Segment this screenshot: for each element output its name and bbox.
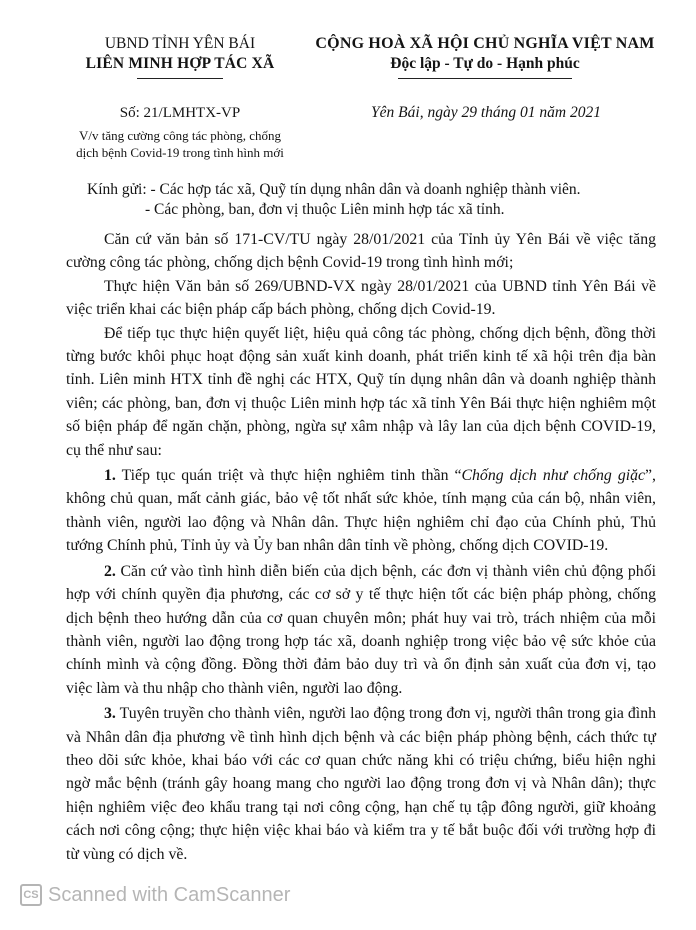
subject-line-1: V/v tăng cường công tác phòng, chống xyxy=(78,128,281,143)
item-1-text-b: ”, không chủ quan, mất cảnh giác, bảo vệ tốt nhất sức khỏe, tính mạng của cán bộ, nhân viên, thành viên, người lao động và Nhân dân. Thực hiện nghiêm chỉ đạo của Chính phủ, Thủ tướng Chính phủ, Tỉnh ủy và Ủy ban nhân dân tỉnh về phòng, chống dịch COVID-19. xyxy=(66,467,656,555)
subject-line-2: dịch bệnh Covid-19 trong tình hình mới xyxy=(76,144,284,160)
body-paragraph-3: Để tiếp tục thực hiện quyết liệt, hiệu quả công tác phòng, chống dịch bệnh, đồng thời từng bước khôi phục hoạt động sản xuất kinh doanh, phát triển kinh tế xã hội trên địa bàn tỉnh. Liên minh HTX tỉnh đề nghị các HTX, Quỹ tín dụng nhân dân và doanh nghiệp thành viên; các phòng, ban, đơn vị thuộc Liên minh hợp tác xã tỉnh Yên Bái thực hiện nghiêm một số biện pháp để ngăn chặn, phòng, ngừa sự xâm nhập và lây lan của dịch bệnh COVID-19, cụ thể như sau: xyxy=(66,324,656,459)
issuing-agency: LIÊN MINH HỢP TÁC XÃ xyxy=(85,55,275,72)
national-motto: Độc lập - Tự do - Hạnh phúc xyxy=(390,55,580,72)
item-3-number: 3. xyxy=(104,705,116,723)
document-subject xyxy=(40,128,320,161)
camscanner-logo-icon: CS xyxy=(20,884,42,906)
item-1-text-a: Tiếp tục quán triệt và thực hiện nghiêm tinh thần “ xyxy=(115,467,462,485)
body-paragraph-2: Thực hiện Văn bản số 269/UBND-VX ngày 28/01/2021 của UBND tỉnh Yên Bái về việc triển khai các biện pháp cấp bách phòng, chống dịch Covid-19. xyxy=(66,277,656,319)
document-body xyxy=(66,228,656,866)
agency-underline xyxy=(137,78,223,79)
item-2 xyxy=(66,560,656,700)
item-1-quote: Chống dịch như chống giặc xyxy=(461,467,646,485)
item-2-text: Căn cứ vào tình hình diễn biến của dịch bệnh, các đơn vị thành viên chủ động phối hợp với chính quyền địa phương, các cơ sở y tế thực hiện tốt các biện pháp phòng, chống dịch bệnh theo hướng dẫn của cơ quan chuyên môn; phát huy vai trò, trách nhiệm của mỗi thành viên, người lao động trong hợp tác xã, doanh nghiệp trong việc bảo vệ sức khỏe của chính mình và cộng đồng. Đồng thời đảm bảo duy trì và ổn định sản xuất của đơn vị, tạo việc làm và thu nhập cho thành viên, người lao động. xyxy=(66,562,656,697)
recipient-line-1: Kính gửi: - Các hợp tác xã, Quỹ tín dụng nhân dân và doanh nghiệp thành viên. xyxy=(87,181,581,198)
body-paragraph-1: Căn cứ văn bản số 171-CV/TU ngày 28/01/2021 của Tỉnh ủy Yên Bái về việc tăng cường công tác phòng, chống dịch bệnh Covid-19 trong tình hình mới; xyxy=(66,231,656,272)
item-1-number: 1. xyxy=(104,467,116,485)
document-number: Số: 21/LMHTX-VP xyxy=(119,105,241,121)
recipients-block xyxy=(87,180,687,220)
item-3-text: Tuyên truyền cho thành viên, người lao động trong đơn vị, người thân trong gia đình và Nhân dân địa phương về tình hình dịch bệnh và các biện pháp phòng bệnh, cách thức tự theo dõi sức khỏe, khai báo với các cơ quan chức năng khi có triệu chứng, biểu hiện nghi ngờ mắc bệnh (tránh gây hoang mang cho người lao động trong đơn vị và Nhân dân); thực hiện nghiêm việc đeo khẩu trang tại nơi công cộng, hạn chế tụ tập đông người, giữ khoảng cách nơi công cộng; thực hiện việc khai báo và kiểm tra y tế bắt buộc đối với trường hợp đi từ vùng có dịch về. xyxy=(66,705,656,863)
motto-underline xyxy=(398,78,572,79)
national-header xyxy=(298,34,672,79)
item-3 xyxy=(66,702,656,866)
item-1 xyxy=(66,464,656,558)
place-and-date: Yên Bái, ngày 29 tháng 01 năm 2021 xyxy=(371,104,601,121)
watermark-text: Scanned with CamScanner xyxy=(48,883,291,906)
parent-agency: UBND TỈNH YÊN BÁI xyxy=(104,35,256,52)
scanner-watermark xyxy=(20,884,290,906)
issuing-agency-header xyxy=(40,34,320,79)
recipient-line-2: - Các phòng, ban, đơn vị thuộc Liên minh hợp tác xã tỉnh. xyxy=(145,201,505,218)
national-title: CỘNG HOÀ XÃ HỘI CHỦ NGHĨA VIỆT NAM xyxy=(315,35,655,52)
item-2-number: 2. xyxy=(104,562,116,580)
